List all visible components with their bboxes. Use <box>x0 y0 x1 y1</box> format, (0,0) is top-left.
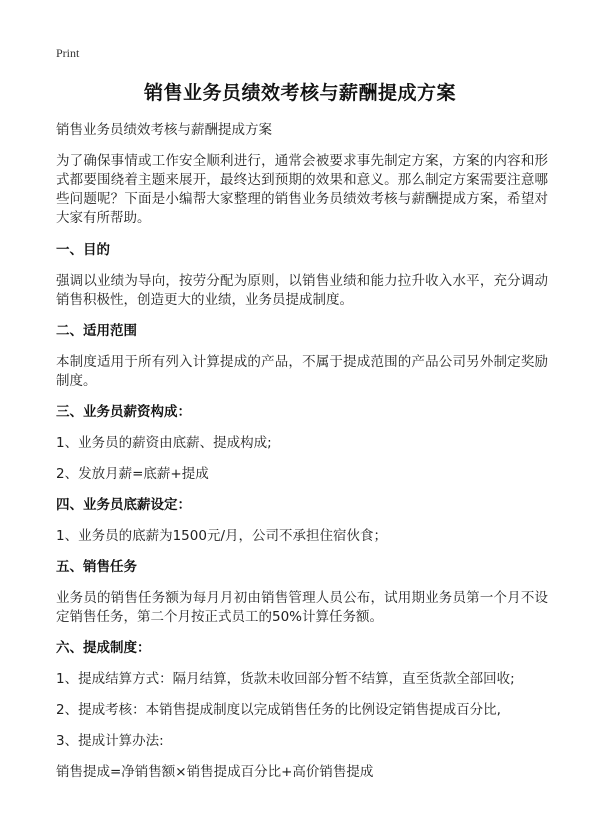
section-heading-salary-structure: 三、业务员薪资构成： <box>56 404 191 420</box>
document-subtitle: 销售业务员绩效考核与薪酬提成方案 <box>56 122 272 138</box>
document-title: 销售业务员绩效考核与薪酬提成方案 <box>143 82 456 104</box>
section-paragraph: 1、业务员的薪资由底薪、提成构成; <box>56 435 272 451</box>
section-paragraph: 3、提成计算办法: <box>56 733 164 749</box>
section-heading-commission: 六、提成制度： <box>56 640 151 656</box>
section-paragraph: 业务员的销售任务额为每月月初由销售管理人员公布，试用期业务员第一个月不设定销售任务，第二个月按正式员工的50%计算任务额。 <box>56 590 548 625</box>
section-paragraph: 1、业务员的底薪为1500元/月，公司不承担住宿伙食； <box>56 528 387 544</box>
section-paragraph: 2、提成考核：本销售提成制度以完成销售任务的比例设定销售提成百分比, <box>56 702 501 718</box>
section-heading-sales-target: 五、销售任务 <box>56 559 137 575</box>
section-paragraph: 本制度适用于所有列入计算提成的产品，不属于提成范围的产品公司另外制定奖励制度。 <box>56 354 548 389</box>
section-paragraph: 2、发放月薪=底薪+提成 <box>56 466 209 482</box>
section-paragraph: 强调以业绩为导向，按劳分配为原则，以销售业绩和能力拉升收入水平，充分调动销售积极性，创造更大的业绩，业务员提成制度。 <box>56 273 548 308</box>
document-body <box>56 120 548 794</box>
print-label: Print <box>56 46 80 60</box>
section-paragraph: 1、提成结算方式：隔月结算，货款未收回部分暂不结算，直至货款全部回收; <box>56 671 515 687</box>
section-paragraph: 销售提成=净销售额×销售提成百分比+高价销售提成 <box>56 764 374 780</box>
intro-paragraph: 为了确保事情或工作安全顺利进行，通常会被要求事先制定方案，方案的内容和形式都要围绕着主题来展开，最终达到预期的效果和意义。那么制定方案需要注意哪些问题呢？下面是小编帮大家整理的销售业务员绩效考核与薪酬提成方案，希望对大家有所帮助。 <box>56 153 548 226</box>
section-heading-base-salary: 四、业务员底薪设定： <box>56 497 191 513</box>
section-heading-purpose: 一、目的 <box>56 242 110 258</box>
section-heading-scope: 二、适用范围 <box>56 323 137 339</box>
